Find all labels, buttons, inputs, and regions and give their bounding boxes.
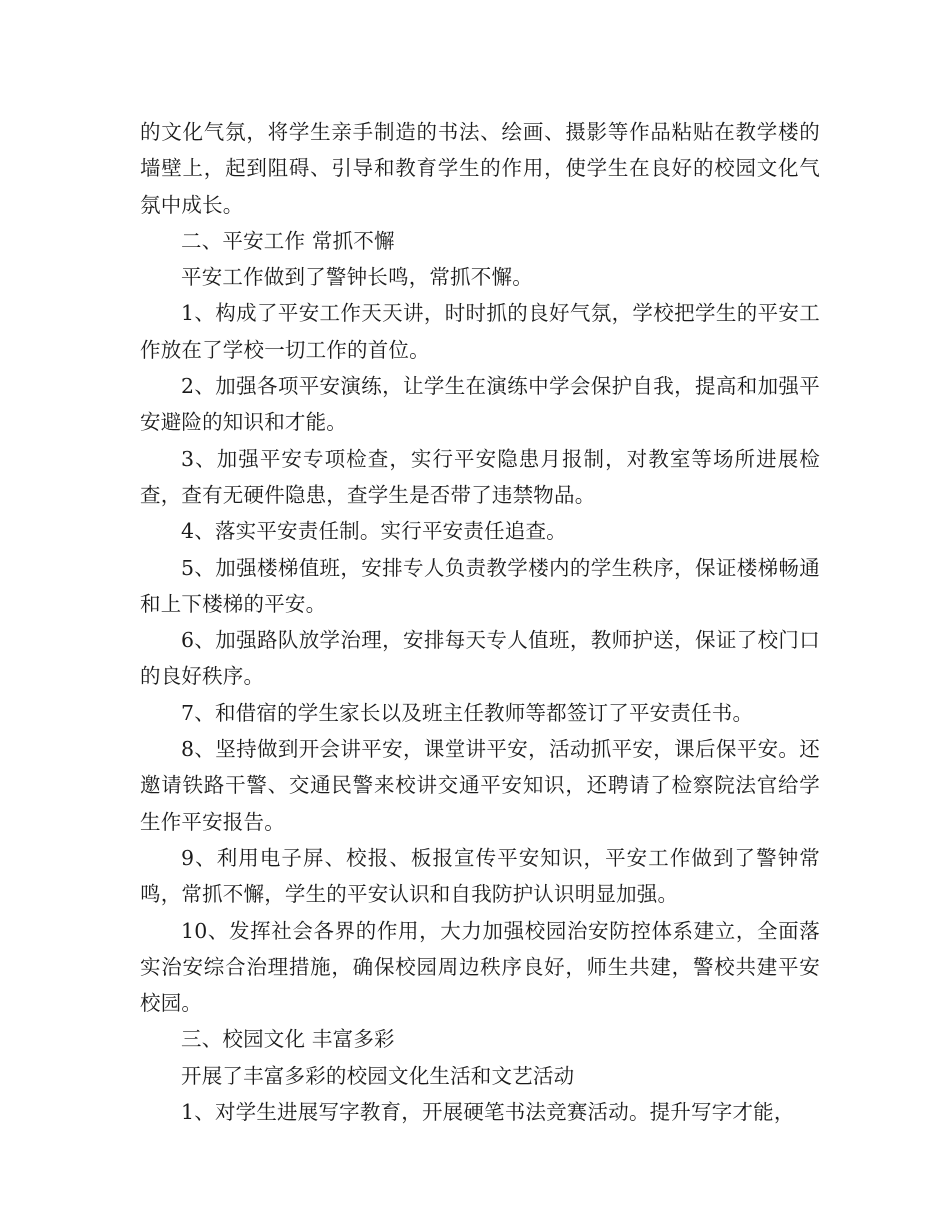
section-heading-safety: 二、平安工作 常抓不懈	[181, 228, 395, 253]
list-item-safety-3: 3、加强平安专项检查，实行平安隐患月报制，对教室等场所进展检查，查有无硬件隐患，查学生是否带了违禁物品。	[140, 446, 820, 507]
list-item-safety-7: 7、和借宿的学生家长以及班主任教师等都签订了平安责任书。	[181, 700, 754, 725]
list-item-safety-6: 6、加强路队放学治理，安排每天专人值班，教师护送，保证了校门口的良好秩序。	[140, 628, 820, 689]
paragraph-safety-intro: 平安工作做到了警钟长鸣，常抓不懈。	[181, 265, 533, 290]
list-item-safety-9: 9、利用电子屏、校报、板报宣传平安知识，平安工作做到了警钟常鸣，常抓不懈，学生的平安认识和自我防护认识明显加强。	[140, 845, 820, 907]
paragraph-culture-intro: 开展了丰富多彩的校园文化生活和文艺活动	[181, 1063, 575, 1088]
list-item-safety-8: 8、坚持做到开会讲平安，课堂讲平安，活动抓平安，课后保平安。还邀请铁路干警、交通民警来校讲交通平安知识，还聘请了检察院法官给学生作平安报告。	[140, 737, 820, 834]
section-heading-culture: 三、校园文化 丰富多彩	[181, 1027, 395, 1052]
document-body	[140, 114, 820, 1130]
list-item-safety-4: 4、落实平安责任制。实行平安责任追查。	[181, 519, 567, 544]
list-item-safety-5: 5、加强楼梯值班，安排专人负责教学楼内的学生秩序，保证楼梯畅通和上下楼梯的平安。	[140, 555, 820, 616]
list-item-safety-10: 10、发挥社会各界的作用，大力加强校园治安防控体系建立，全面落实治安综合治理措施，确保校园周边秩序良好，师生共建，警校共建平安校园。	[140, 918, 820, 1016]
list-item-culture-1: 1、对学生进展写字教育，开展硬笔书法竞赛活动。提升写字才能，	[181, 1100, 795, 1125]
list-item-safety-1: 1、构成了平安工作天天讲，时时抓的良好气氛，学校把学生的平安工作放在了学校一切工作的首位。	[140, 301, 820, 362]
list-item-safety-2: 2、加强各项平安演练，让学生在演练中学会保护自我，提高和加强平安避险的知识和才能。	[140, 374, 820, 435]
paragraph-continuation: 的文化气氛，将学生亲手制造的书法、绘画、摄影等作品粘贴在教学楼的墙壁上，起到阻碍、引导和教育学生的作用，使学生在良好的校园文化气氛中成长。	[140, 120, 820, 217]
